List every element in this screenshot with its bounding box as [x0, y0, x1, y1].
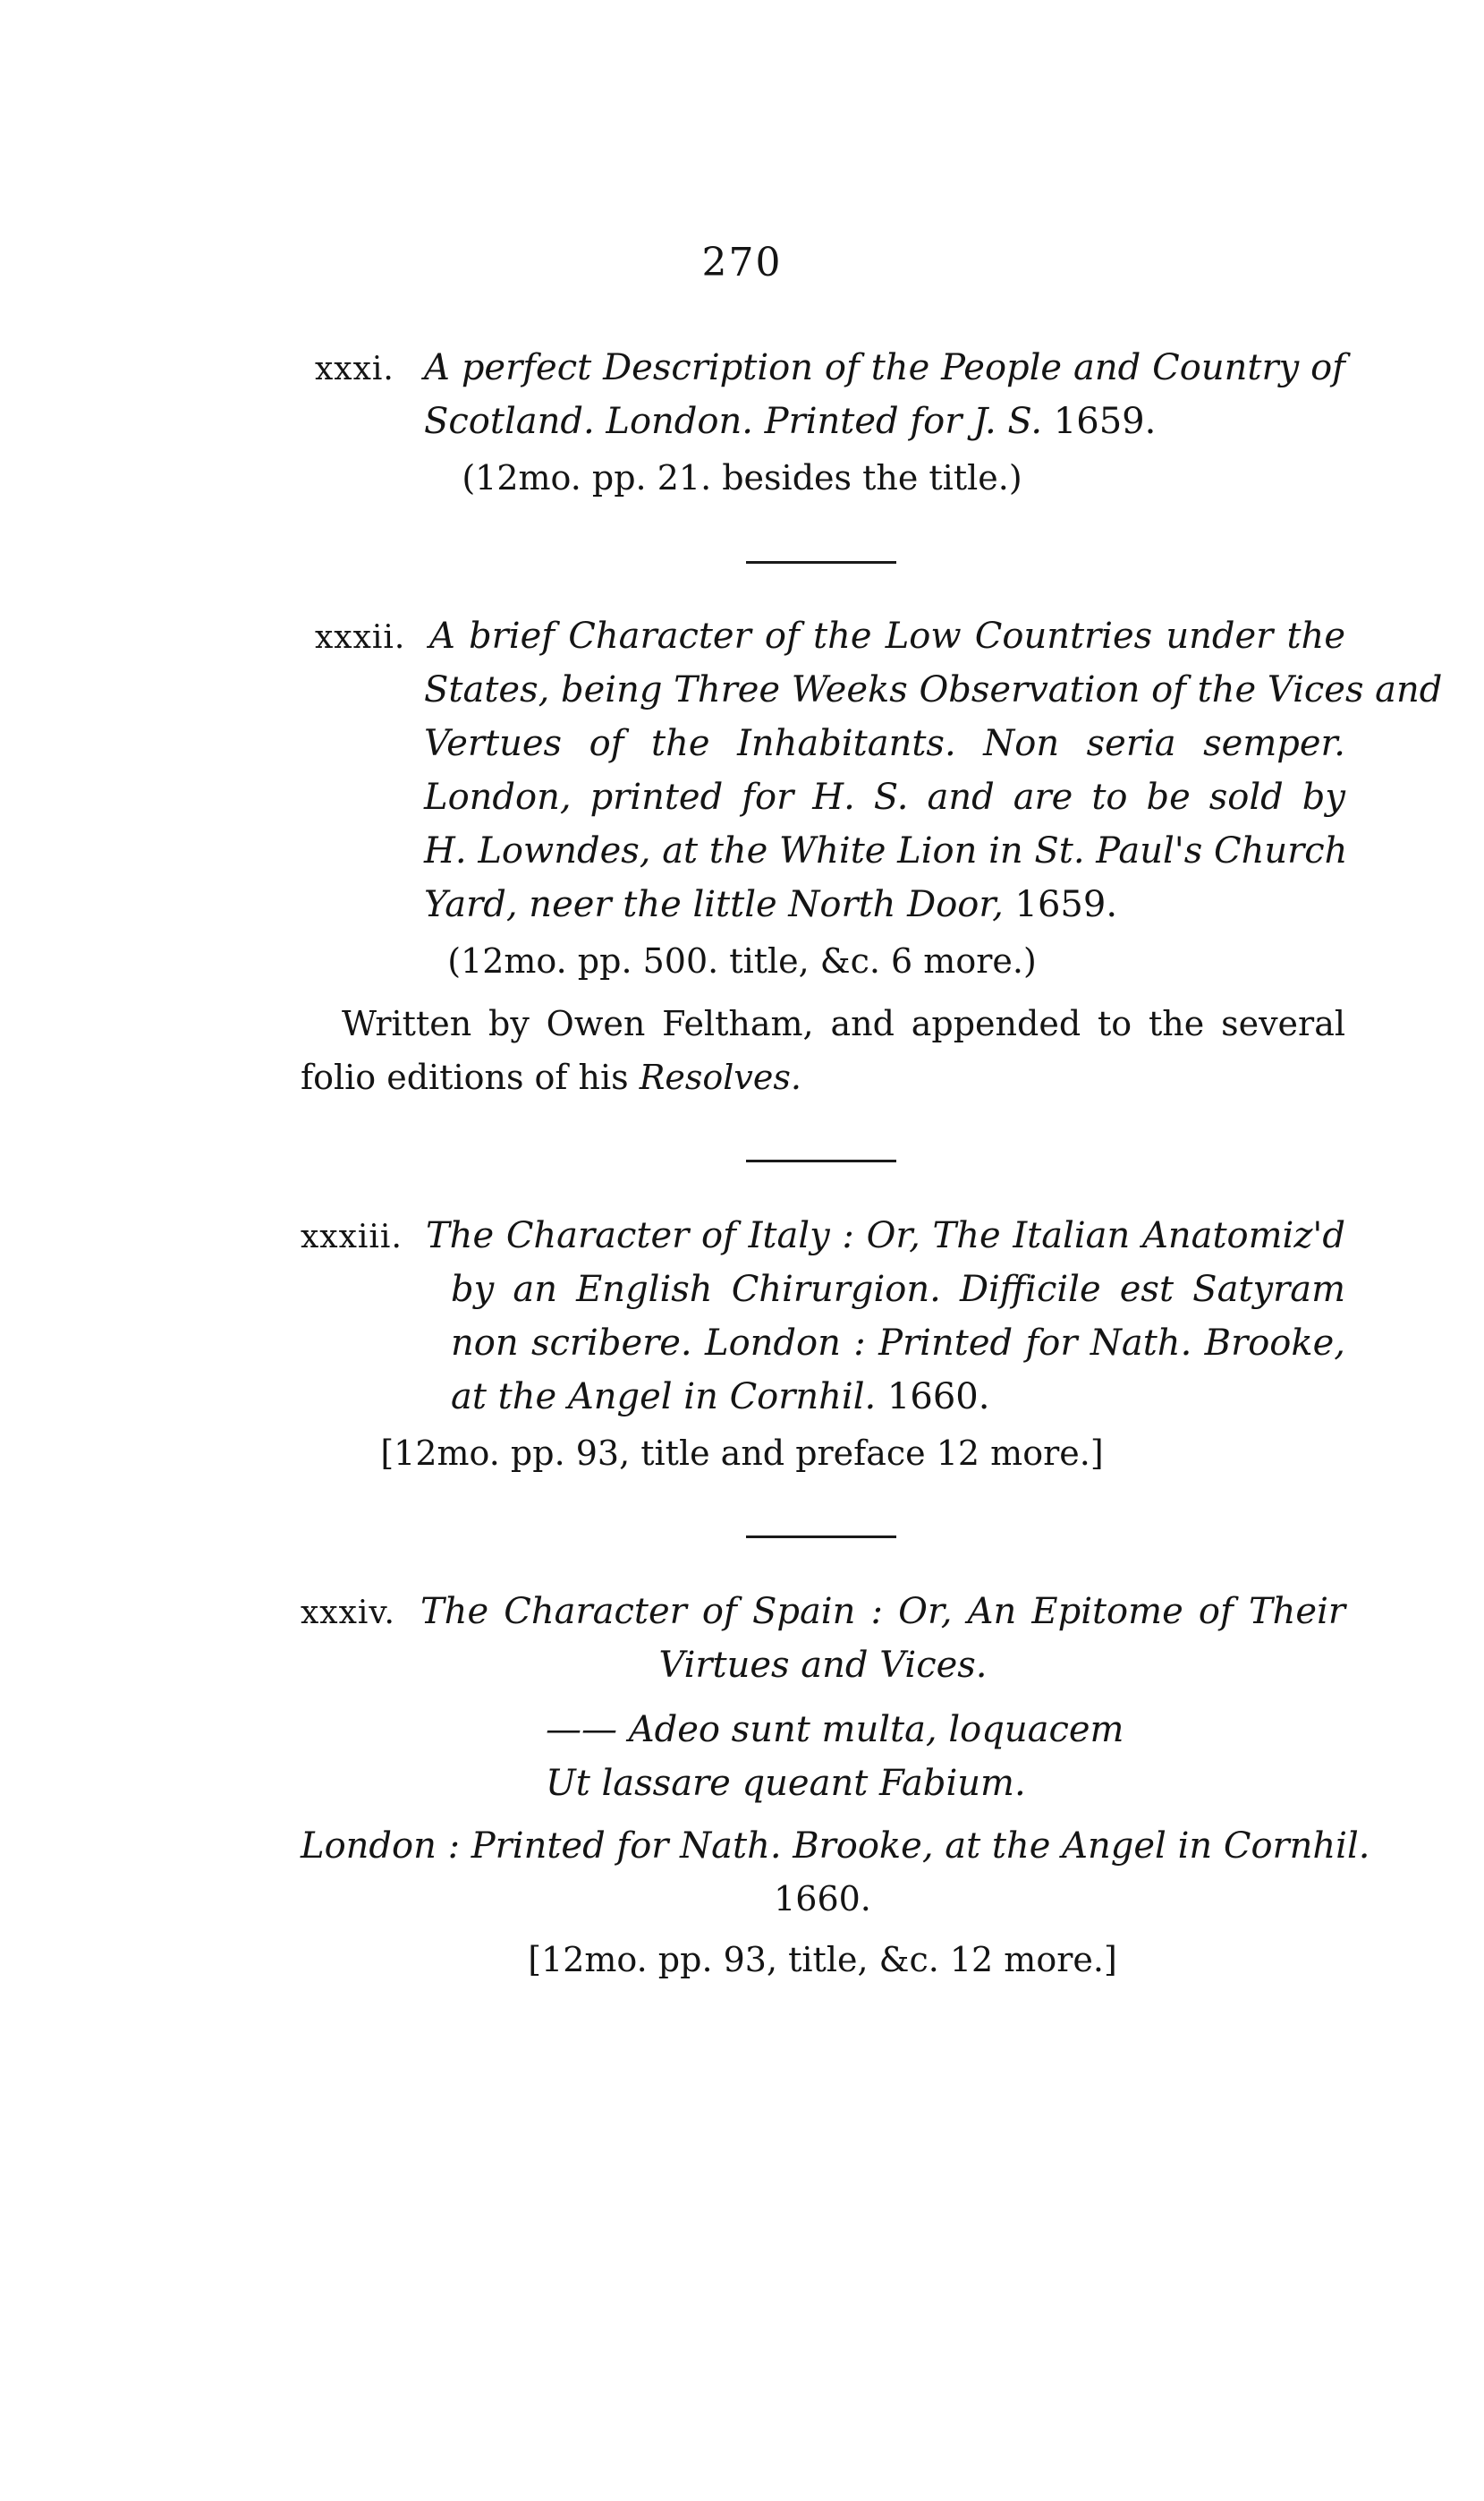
- commentary-text: folio editions of his: [301, 1058, 640, 1097]
- entry-title-line: [424, 401, 1156, 442]
- entry-title-line: H. Lowndes, at the White Lion in St. Paul's Church: [424, 830, 1348, 872]
- entry-title-line: [424, 884, 1117, 925]
- entry-format-note: (12mo. pp. 21. besides the title.): [462, 458, 1022, 498]
- entry-title-line: [451, 1376, 989, 1417]
- commentary-work-title: Resolves.: [639, 1058, 801, 1097]
- entry-format-note: [12mo. pp. 93, title and preface 12 more.]: [380, 1433, 1104, 1473]
- entry-title-line: The Character of Spain : Or, An Epitome of Their: [420, 1591, 1345, 1632]
- entry-numeral: xxxii.: [315, 619, 406, 656]
- entry-numeral: xxxiv.: [301, 1595, 395, 1631]
- entry-imprint: London : Printed for Nath. Brooke, at the Angel in Cornhil.: [301, 1825, 1370, 1867]
- section-divider: [746, 561, 896, 564]
- entry-year: 1660.: [774, 1879, 871, 1918]
- entry-title-line: non scribere. London : Printed for Nath. Brooke,: [451, 1323, 1345, 1364]
- entry-title-line: Virtues and Vices.: [658, 1645, 988, 1686]
- entry-numeral: xxxiii.: [301, 1219, 403, 1255]
- entry-year: 1660.: [886, 1376, 990, 1417]
- entry-title-line: by an English Chirurgion. Difficile est Satyram: [451, 1269, 1345, 1310]
- entry-format-note: (12mo. pp. 500. title, &c. 6 more.): [447, 941, 1037, 981]
- entry-format-note: [12mo. pp. 93, title, &c. 12 more.]: [528, 1940, 1117, 1979]
- entry-year: 1659.: [1053, 401, 1157, 442]
- entry-commentary: Written by Owen Feltham, and appended to the several: [342, 1004, 1345, 1043]
- entry-title-text: Scotland. London. Printed for J. S.: [424, 401, 1054, 442]
- entry-commentary: [301, 1058, 801, 1097]
- entry-title-line: States, being Three Weeks Observation of the Vices and: [424, 669, 1443, 710]
- entry-title-line: A perfect Description of the People and Country of: [424, 347, 1345, 388]
- section-divider: [746, 1160, 896, 1162]
- entry-numeral: xxxi.: [315, 351, 394, 387]
- entry-title-line: The Character of Italy : Or, The Italian Anatomiz'd: [426, 1215, 1345, 1256]
- verse-line: —— Adeo sunt multa, loquacem: [546, 1709, 1124, 1750]
- entry-title-line: Vertues of the Inhabitants. Non seria semper.: [424, 723, 1345, 764]
- entry-year: 1659.: [1014, 884, 1118, 925]
- verse-line: Ut lassare queant Fabium.: [546, 1763, 1026, 1804]
- entry-title-line: A brief Character of the Low Countries under the: [429, 616, 1345, 657]
- entry-title-line: London, printed for H. S. and are to be sold by: [424, 777, 1345, 818]
- section-divider: [746, 1535, 896, 1538]
- entry-title-text: at the Angel in Cornhil.: [451, 1376, 887, 1417]
- entry-title-text: Yard, neer the little North Door,: [424, 884, 1015, 925]
- page-number: 270: [701, 240, 783, 285]
